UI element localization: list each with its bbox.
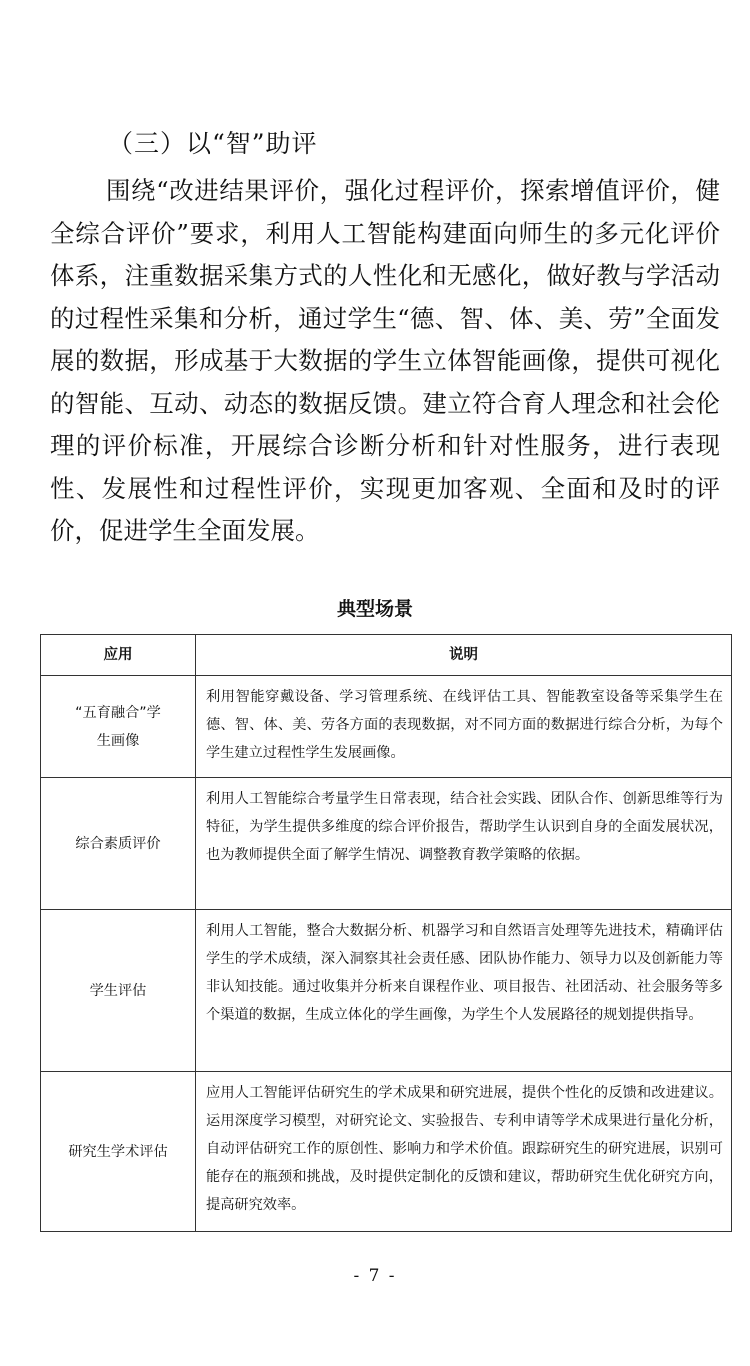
application-cell: 学生评估 — [41, 910, 196, 1072]
description-cell: 利用人工智能，整合大数据分析、机器学习和自然语言处理等先进技术，精确评估学生的学术成绩，深入洞察其社会责任感、团队协作能力、领导力以及创新能力等非认知技能。通过收集并分析来自课程作业、项目报告、社团活动、社会服务等多个渠道的数据，生成立体化的学生画像，为学生个人发展路径的规划提供指导。 — [196, 910, 732, 1072]
description-cell: 利用人工智能综合考量学生日常表现，结合社会实践、团队合作、创新思维等行为特征，为学生提供多维度的综合评价报告，帮助学生认识到自身的全面发展状况，也为教师提供全面了解学生情况、调整教育教学策略的依据。 — [196, 778, 732, 910]
application-label: “五育融合”学生画像 — [75, 704, 161, 749]
description-cell: 利用智能穿戴设备、学习管理系统、在线评估工具、智能教室设备等采集学生在德、智、体、美、劳各方面的表现数据，对不同方面的数据进行综合分析，为每个学生建立过程性学生发展画像。 — [196, 676, 732, 778]
section-heading: （三）以“智”助评 — [108, 129, 318, 158]
application-cell — [41, 676, 196, 778]
table-row — [41, 676, 732, 778]
header-description: 说明 — [196, 635, 732, 676]
table-header-row — [41, 635, 732, 676]
header-application: 应用 — [41, 635, 196, 676]
application-cell: 综合素质评价 — [41, 778, 196, 910]
table-row — [41, 1072, 732, 1232]
description-cell: 应用人工智能评估研究生的学术成果和研究进展，提供个性化的反馈和改进建议。运用深度学习模型，对研究论文、实验报告、专利申请等学术成果进行量化分析，自动评估研究工作的原创性、影响力和学术价值。跟踪研究生的研究进展，识别可能存在的瓶颈和挑战，及时提供定制化的反馈和建议，帮助研究生优化研究方向，提高研究效率。 — [196, 1072, 732, 1232]
body-paragraph: 围绕“改进结果评价，强化过程评价，探索增值评价，健全综合评价”要求，利用人工智能构建面向师生的多元化评价体系，注重数据采集方式的人性化和无感化，做好教与学活动的过程性采集和分析，通过学生“德、智、体、美、劳”全面发展的数据，形成基于大数据的学生立体智能画像，提供可视化的智能、互动、动态的数据反馈。建立符合育人理念和社会伦理的评价标准，开展综合诊断分析和针对性服务，进行表现性、发展性和过程性评价，实现更加客观、全面和及时的评价，促进学生全面发展。 — [50, 176, 720, 545]
table-title: 典型场景 — [336, 598, 413, 620]
typical-scenarios-table — [40, 634, 732, 1232]
page-number: - 7 - — [353, 1266, 397, 1286]
table-row — [41, 778, 732, 910]
table-row — [41, 910, 732, 1072]
application-cell: 研究生学术评估 — [41, 1072, 196, 1232]
